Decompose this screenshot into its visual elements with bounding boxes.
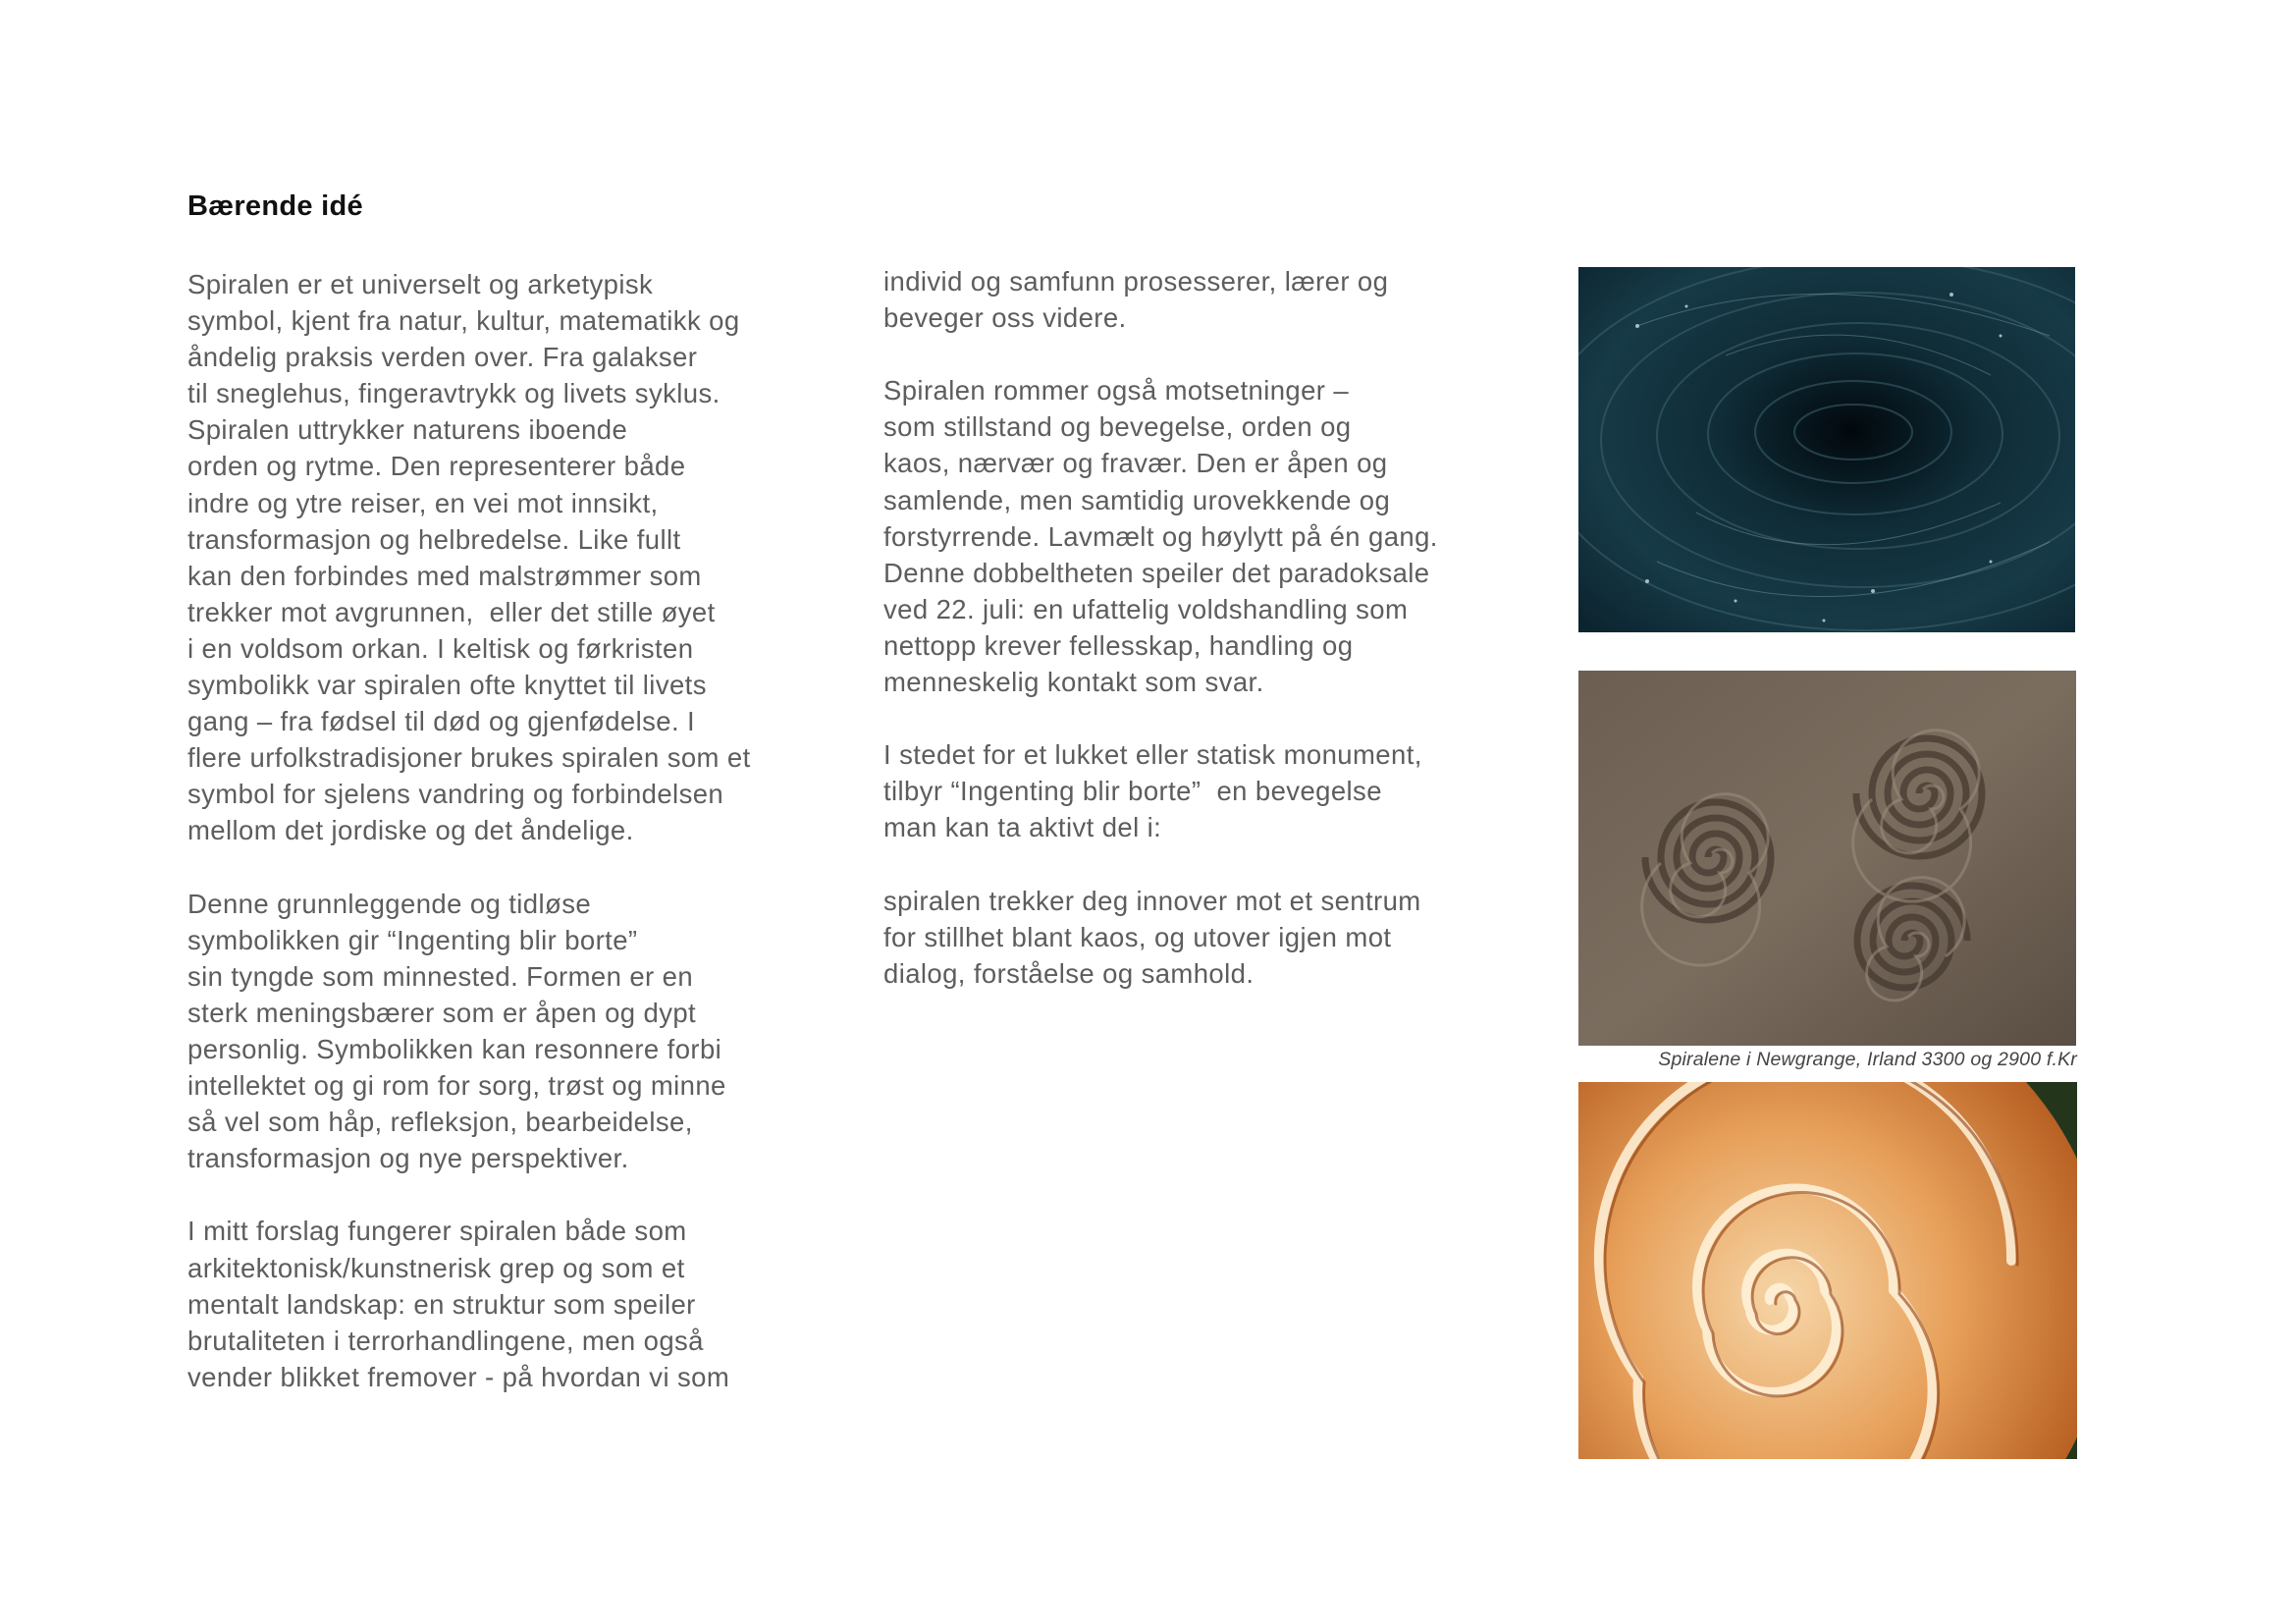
text-line: vender blikket fremover - på hvordan vi som xyxy=(187,1361,730,1392)
shell-spiral-photo xyxy=(1578,1082,2077,1459)
paragraph-gap xyxy=(187,849,776,886)
text-line: I mitt forslag fungerer spiralen både som xyxy=(187,1216,687,1247)
text-line: personlig. Symbolikken kan resonnere forbi xyxy=(187,1033,722,1064)
text-line: transformasjon og helbredelse. Like fullt xyxy=(187,523,681,555)
text-line: så vel som håp, refleksjon, bearbeidelse, xyxy=(187,1107,693,1138)
text-line: intellektet og gi rom for sorg, trøst og minne xyxy=(187,1070,726,1102)
text-line: kaos, nærvær og fravær. Den er åpen og xyxy=(883,448,1388,479)
whirlpool-photo xyxy=(1578,267,2075,632)
paragraph-gap xyxy=(883,846,1472,883)
text-line: kan den forbindes med malstrømmer som xyxy=(187,560,702,591)
text-line: orden og rytme. Den representerer både xyxy=(187,451,686,482)
section-heading: Bærende idé xyxy=(187,190,363,222)
text-line: indre og ytre reiser, en vei mot innsikt, xyxy=(187,487,659,518)
text-line: til sneglehus, fingeravtrykk og livets syklus. xyxy=(187,378,721,409)
text-line: brutaliteten i terrorhandlingene, men også xyxy=(187,1325,704,1356)
text-line: trekker mot avgrunnen, eller det stille øyet xyxy=(187,596,716,627)
paragraph-gap xyxy=(883,336,1472,372)
text-column-left xyxy=(187,266,776,1395)
text-line: mellom det jordiske og det åndelige. xyxy=(187,815,634,846)
text-line: symbol, kjent fra natur, kultur, matematikk og xyxy=(187,305,740,337)
text-line: arkitektonisk/kunstnerisk grep og som et xyxy=(187,1252,685,1283)
text-line: sterk meningsbærer som er åpen og dypt xyxy=(187,997,697,1028)
text-line: Spiralen uttrykker naturens iboende xyxy=(187,414,628,446)
text-line: i en voldsom orkan. I keltisk og førkristen xyxy=(187,632,694,664)
text-line: mentalt landskap: en struktur som speiler xyxy=(187,1288,696,1320)
text-line: Denne dobbeltheten speiler det paradoksale xyxy=(883,557,1430,588)
image-caption: Spiralene i Newgrange, Irland 3300 og 2900 f.Kr xyxy=(1658,1049,2077,1070)
text-line: symbol for sjelens vandring og forbindelsen xyxy=(187,779,724,810)
text-column-middle xyxy=(883,263,1472,992)
text-line: symbolikk var spiralen ofte knyttet til livets xyxy=(187,670,707,701)
text-line: I stedet for et lukket eller statisk monument, xyxy=(883,739,1422,771)
text-line: Spiralen rommer også motsetninger – xyxy=(883,375,1350,406)
text-line: Denne grunnleggende og tidløse xyxy=(187,888,592,919)
text-line: flere urfolkstradisjoner brukes spiralen som et xyxy=(187,742,751,774)
text-line: man kan ta aktivt del i: xyxy=(883,812,1162,843)
text-line: ved 22. juli: en ufattelig voldshandling som xyxy=(883,593,1409,624)
text-line: spiralen trekker deg innover mot et sentrum xyxy=(883,885,1421,916)
text-line: Spiralen er et universelt og arketypisk xyxy=(187,269,654,299)
text-line: transformasjon og nye perspektiver. xyxy=(187,1143,629,1174)
text-line: beveger oss videre. xyxy=(883,302,1127,334)
text-line: tilbyr “Ingenting blir borte” en bevegelse xyxy=(883,776,1382,807)
text-line: forstyrrende. Lavmælt og høylytt på én gang. xyxy=(883,520,1438,552)
text-line: dialog, forståelse og samhold. xyxy=(883,957,1255,989)
paragraph-gap xyxy=(187,1176,776,1213)
text-line: menneskelig kontakt som svar. xyxy=(883,667,1264,698)
text-line: nettopp krever fellesskap, handling og xyxy=(883,629,1354,661)
text-line: samlende, men samtidig urovekkende og xyxy=(883,484,1391,515)
text-line: åndelig praksis verden over. Fra galakser xyxy=(187,342,698,373)
text-line: som stillstand og bevegelse, orden og xyxy=(883,411,1352,443)
text-line: for stillhet blant kaos, og utover igjen mot xyxy=(883,921,1392,952)
paragraph-gap xyxy=(883,700,1472,736)
text-line: sin tyngde som minnested. Formen er en xyxy=(187,960,694,992)
text-line: symbolikken gir “Ingenting blir borte” xyxy=(187,924,638,955)
text-line: individ og samfunn prosesserer, lærer og xyxy=(883,266,1389,297)
newgrange-spirals-photo xyxy=(1578,671,2076,1046)
text-line: gang – fra fødsel til død og gjenfødelse. I xyxy=(187,706,696,737)
